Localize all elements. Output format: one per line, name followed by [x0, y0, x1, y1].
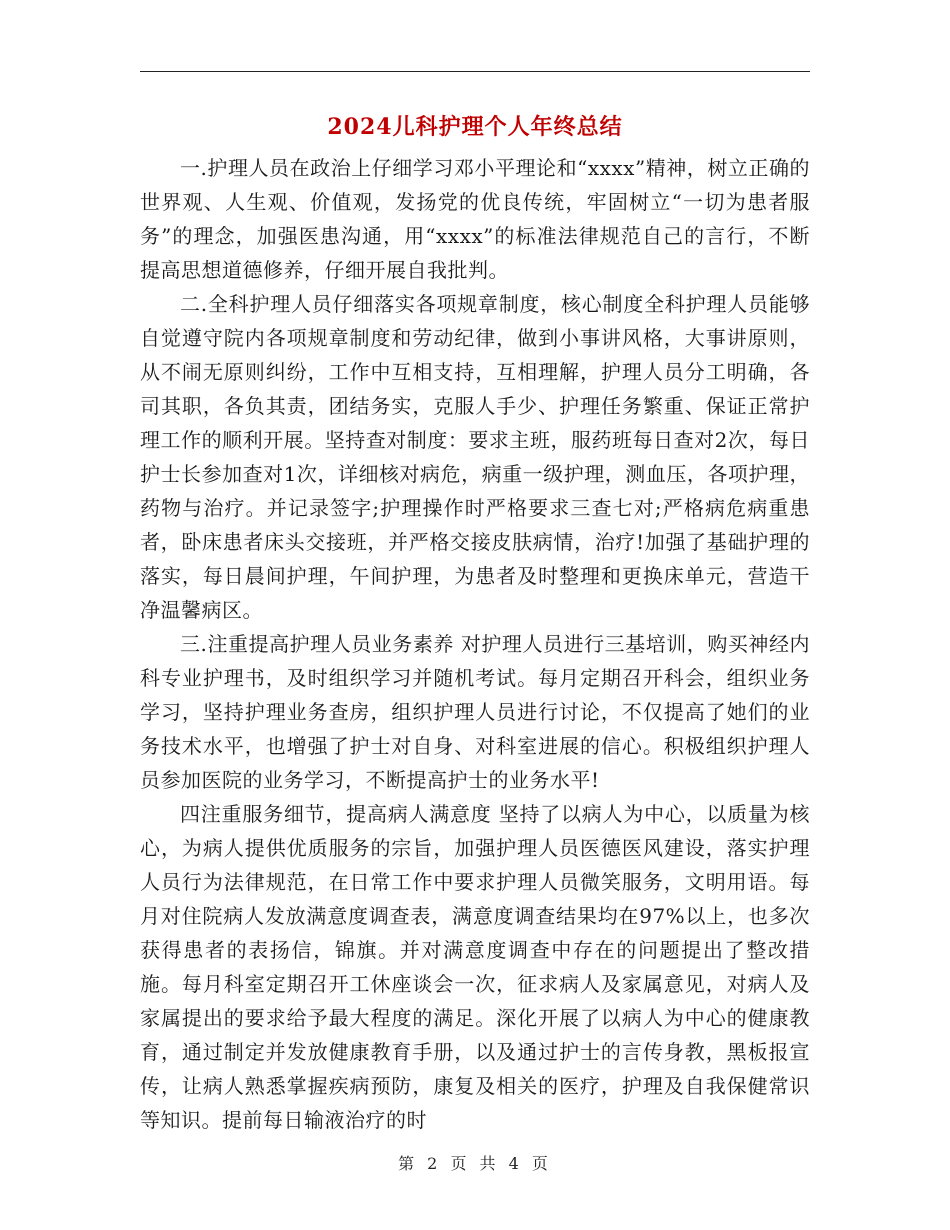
paragraph-1: 一.护理人员在政治上仔细学习邓小平理论和“xxxx”精神，树立正确的世界观、人生观、价值观，发扬党的优良传统，牢固树立“一切为患者服务”的理念，加强医患沟通，用“xxxx”的标准法律规范自己的言行，不断提高思想道德修养，仔细开展自我批判。 — [140, 156, 810, 282]
paragraph-4: 四注重服务细节，提高病人满意度 坚持了以病人为中心，以质量为核心，为病人提供优质服务的宗旨，加强护理人员医德医风建设，落实护理人员行为法律规范，在日常工作中要求护理人员微笑服务，文明用语。每月对住院病人发放满意度调查表，满意度调查结果均在97%以上，也多次获得患者的表扬信，锦旗。并对满意度调查中存在的问题提出了整改措施。每月科室定期召开工休座谈会一次，征求病人及家属意见，对病人及家属提出的要求给予最大程度的满足。深化开展了以病人为中心的健康教育，通过制定并发放健康教育手册，以及通过护士的言传身教，黑板报宣传，让病人熟悉掌握疾病预防，康复及相关的医疗，护理及自我保健常识等知识。提前每日输液治疗的时 — [140, 802, 810, 1132]
page-number-footer: 第 2 页 共 4 页 — [398, 1154, 552, 1173]
paragraph-3: 三.注重提高护理人员业务素养 对护理人员进行三基培训，购买神经内科专业护理书，及时组织学习并随机考试。每月定期召开科会，组织业务学习，坚持护理业务查房，组织护理人员进行讨论，不仅提高了她们的业务技术水平，也增强了护士对自身、对科室进展的信心。积极组织护理人员参加医院的业务学习，不断提高护士的业务水平! — [140, 632, 810, 792]
header-rule — [140, 71, 810, 72]
document-body — [140, 151, 810, 1137]
paragraph-2: 二.全科护理人员仔细落实各项规章制度，核心制度全科护理人员能够自觉遵守院内各项规章制度和劳动纪律，做到小事讲风格，大事讲原则，从不闹无原则纠纷，工作中互相支持，互相理解，护理人员分工明确，各司其职，各负其责，团结务实，克服人手少、护理任务繁重、保证正常护理工作的顺利开展。坚持查对制度：要求主班，服药班每日查对2次，每日护士长参加查对1次，详细核对病危，病重一级护理，测血压，各项护理，药物与治疗。并记录签字;护理操作时严格要求三查七对;严格病危病重患者，卧床患者床头交接班，并严格交接皮肤病情，治疗!加强了基础护理的落实，每日晨间护理，午间护理，为患者及时整理和更换床单元，营造干净温馨病区。 — [140, 292, 810, 622]
document-title: 2024儿科护理个人年终总结 — [327, 114, 623, 140]
